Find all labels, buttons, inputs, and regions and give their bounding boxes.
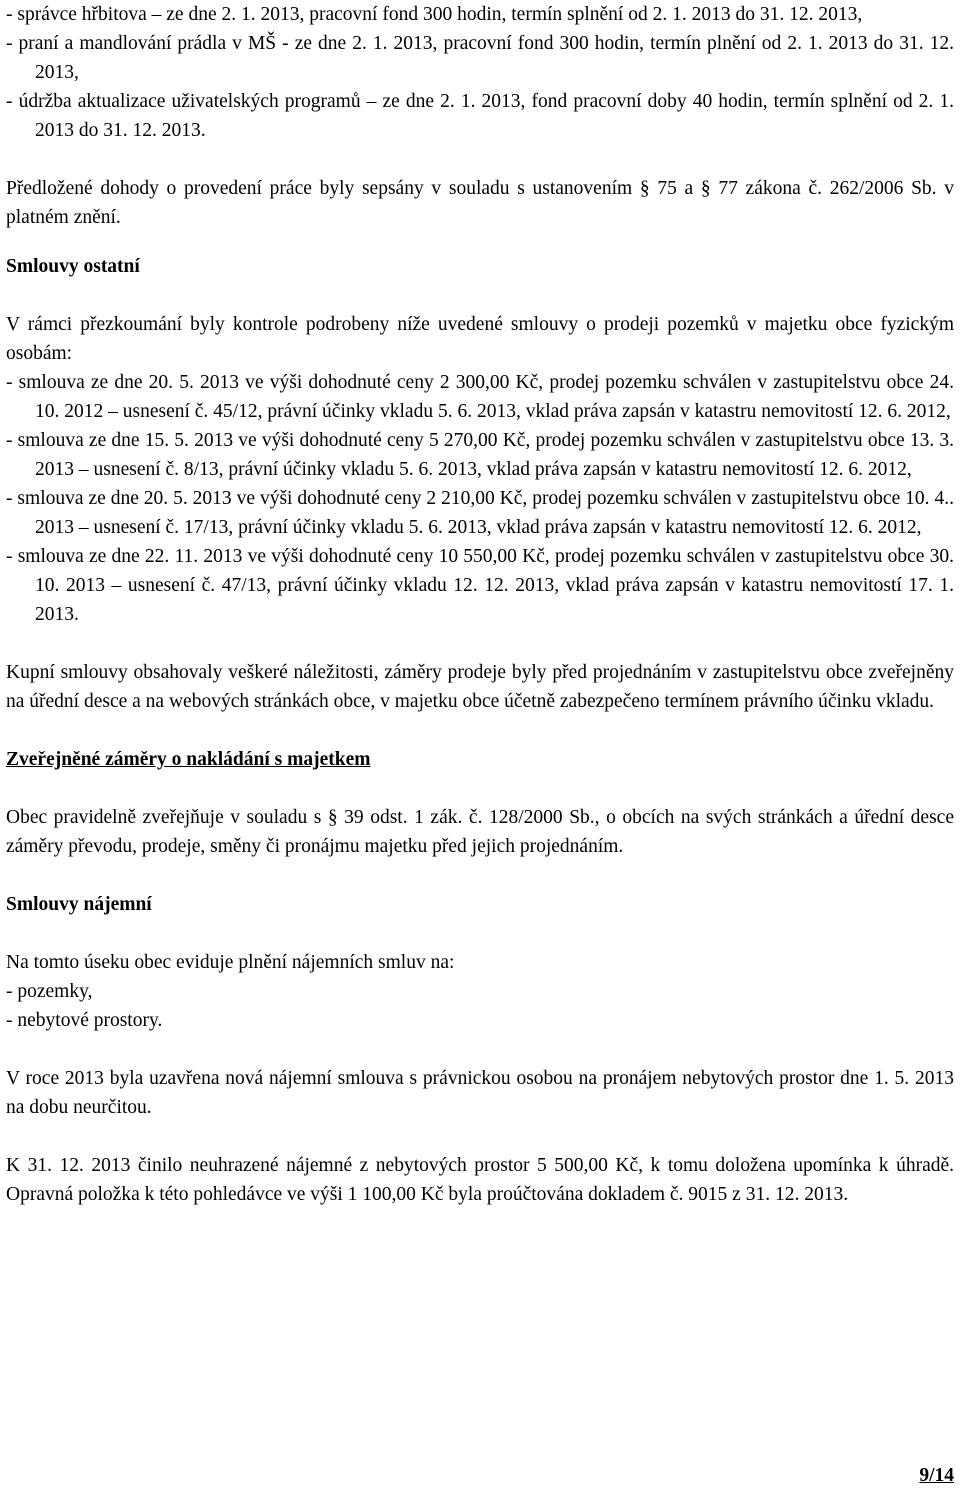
document-page xyxy=(6,0,954,1209)
list-item: - pozemky, xyxy=(6,981,93,1002)
lease-paragraph-unpaid-rent: K 31. 12. 2013 činilo neuhrazené nájemné z nebytových prostor 5 500,00 Kč, k tomu doložena upomínka k úhradě. Opravná položka k této pohledávce ve výši 1 100,00 Kč byla proúčtována dokladem č. 9015 z 31. 12. 2013. xyxy=(6,1155,954,1205)
lease-contracts-list xyxy=(6,977,954,1035)
list-item: - správce hřbitova – ze dne 2. 1. 2013, pracovní fond 300 hodin, termín splnění od 2. 1. 2013 do 31. 12. 2013, xyxy=(6,4,863,25)
page-number: 9/14 xyxy=(919,1465,954,1486)
other-contracts-list xyxy=(6,368,954,629)
list-item: - nebytové prostory. xyxy=(6,1010,163,1031)
list-item: - smlouva ze dne 20. 5. 2013 ve výši dohodnuté ceny 2 300,00 Kč, prodej pozemku schválen v zastupitelstvu obce 24. 10. 2012 – usnesení č. 45/12, právní účinky vkladu 5. 6. 2013, vklad práva zapsán v katastru nemovitostí 12. 6. 2012, xyxy=(6,372,954,422)
heading-published-intents: Zveřejněné záměry o nakládání s majetkem xyxy=(6,749,371,770)
list-item: - praní a mandlování prádla v MŠ - ze dne 2. 1. 2013, pracovní fond 300 hodin, termín plnění od 2. 1. 2013 do 31. 12. 2013, xyxy=(6,33,954,83)
intro-list xyxy=(6,0,954,145)
other-contracts-conclusion: Kupní smlouvy obsahovaly veškeré náležitosti, záměry prodeje byly před projednáním v zastupitelstvu obce zveřejněny na úřední desce a na webových stránkách obce, v majetku obce účetně zabezpečeno termínem právního účinku vkladu. xyxy=(6,662,954,712)
other-contracts-intro: V rámci přezkoumání byly kontrole podrobeny níže uvedené smlouvy o prodeji pozemků v majetku obce fyzickým osobám: xyxy=(6,314,954,364)
lease-paragraph-new-contract: V roce 2013 byla uzavřena nová nájemní smlouva s právnickou osobou na pronájem nebytových prostor dne 1. 5. 2013 na dobu neurčitou. xyxy=(6,1068,954,1118)
list-item: - smlouva ze dne 22. 11. 2013 ve výši dohodnuté ceny 10 550,00 Kč, prodej pozemku schválen v zastupitelstvu obce 30. 10. 2013 – usnesení č. 47/13, právní účinky vkladu 12. 12. 2013, vklad práva zapsán v katastru nemovitostí 17. 1. 2013. xyxy=(6,546,954,625)
list-item: - smlouva ze dne 20. 5. 2013 ve výši dohodnuté ceny 2 210,00 Kč, prodej pozemku schválen v zastupitelstvu obce 10. 4.. 2013 – usnesení č. 17/13, právní účinky vkladu 5. 6. 2013, vklad práva zapsán v katastru nemovitostí 12. 6. 2012, xyxy=(6,488,954,538)
heading-lease-contracts: Smlouvy nájemní xyxy=(6,894,152,915)
lease-contracts-intro: Na tomto úseku obec eviduje plnění nájemních smluv na: xyxy=(6,952,455,973)
published-intents-text: Obec pravidelně zveřejňuje v souladu s § 39 odst. 1 zák. č. 128/2000 Sb., o obcích na svých stránkách a úřední desce záměry převodu, prodeje, směny či pronájmu majetku před jejich projednáním. xyxy=(6,807,954,857)
list-item: - údržba aktualizace uživatelských programů – ze dne 2. 1. 2013, fond pracovní doby 40 hodin, termín splnění od 2. 1. 2013 do 31. 12. 2013. xyxy=(6,91,954,141)
agreements-note: Předložené dohody o provedení práce byly sepsány v souladu s ustanovením § 75 a § 77 zákona č. 262/2006 Sb. v platném znění. xyxy=(6,178,954,228)
list-item: - smlouva ze dne 15. 5. 2013 ve výši dohodnuté ceny 5 270,00 Kč, prodej pozemku schválen v zastupitelstvu obce 13. 3. 2013 – usnesení č. 8/13, právní účinky vkladu 5. 6. 2013, vklad práva zapsán v katastru nemovitostí 12. 6. 2012, xyxy=(6,430,954,480)
heading-other-contracts: Smlouvy ostatní xyxy=(6,256,140,277)
